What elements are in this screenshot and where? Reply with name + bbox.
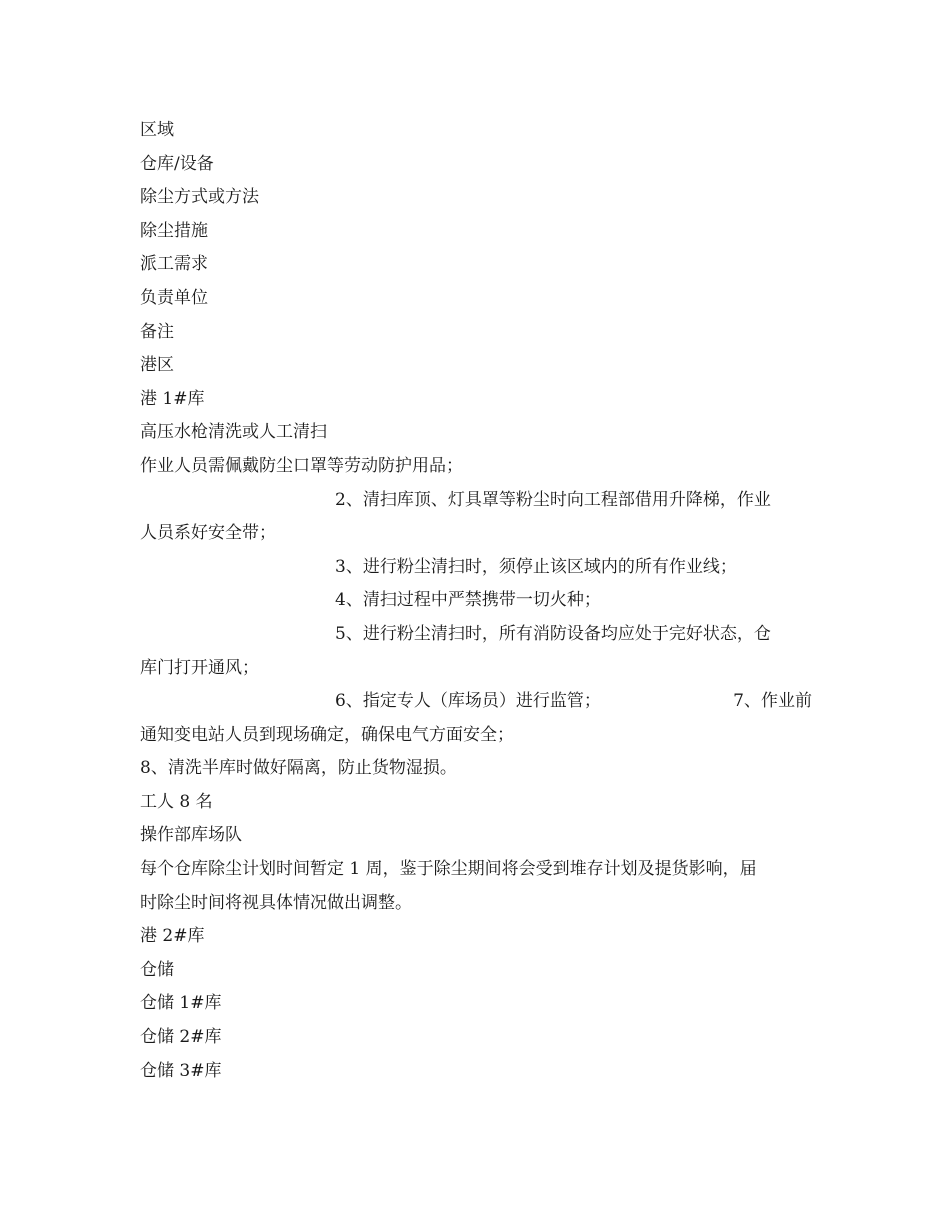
text-line: 8、清洗半库时做好隔离，防止货物湿损。 (140, 758, 457, 779)
text-line: 备注 (140, 321, 174, 342)
text-segment: 6、指定专人（库场员）进行监管； (335, 691, 601, 712)
text-line: 负责单位 (140, 287, 208, 308)
text-line: 港 1#库 (140, 388, 205, 409)
text-line: 派工需求 (140, 254, 208, 275)
text-line: 港区 (140, 355, 174, 376)
text-line: 仓储 2#库 (140, 1027, 222, 1048)
text-line: 仓储 1#库 (140, 993, 222, 1014)
text-line: 人员系好安全带； (140, 523, 276, 544)
text-line: 仓储 (140, 959, 174, 980)
text-line: 作业人员需佩戴防尘口罩等劳动防护用品； (140, 455, 463, 476)
text-line: 仓库/设备 (140, 153, 214, 174)
text-line: 操作部库场队 (140, 825, 242, 846)
text-line: 工人 8 名 (140, 791, 213, 812)
text-line: 2、清扫库顶、灯具罩等粉尘时向工程部借用升降梯，作业 (335, 489, 771, 510)
text-line: 除尘方式或方法 (140, 187, 259, 208)
text-line: 5、进行粉尘清扫时，所有消防设备均应处于完好状态，仓 (335, 623, 771, 644)
text-line: 区域 (140, 120, 174, 140)
text-line: 通知变电站人员到现场确定，确保电气方面安全； (140, 724, 514, 745)
text-line: 4、清扫过程中严禁携带一切火种； (335, 590, 601, 611)
text-segment: 7、作业前 (733, 691, 812, 712)
text-line: 每个仓库除尘计划时间暂定 1 周，鉴于除尘期间将会受到堆存计划及提货影响，届 (140, 859, 757, 880)
text-line: 港 2#库 (140, 926, 205, 947)
text-line: 时除尘时间将视具体情况做出调整。 (140, 892, 412, 913)
text-line: 除尘措施 (140, 220, 208, 241)
text-line-pair (140, 685, 812, 719)
text-line: 库门打开通风； (140, 657, 259, 678)
document-body (140, 114, 812, 1088)
text-line: 仓储 3#库 (140, 1060, 222, 1081)
text-line: 高压水枪清洗或人工清扫 (140, 422, 327, 443)
text-line: 3、进行粉尘清扫时，须停止该区域内的所有作业线； (335, 556, 737, 577)
